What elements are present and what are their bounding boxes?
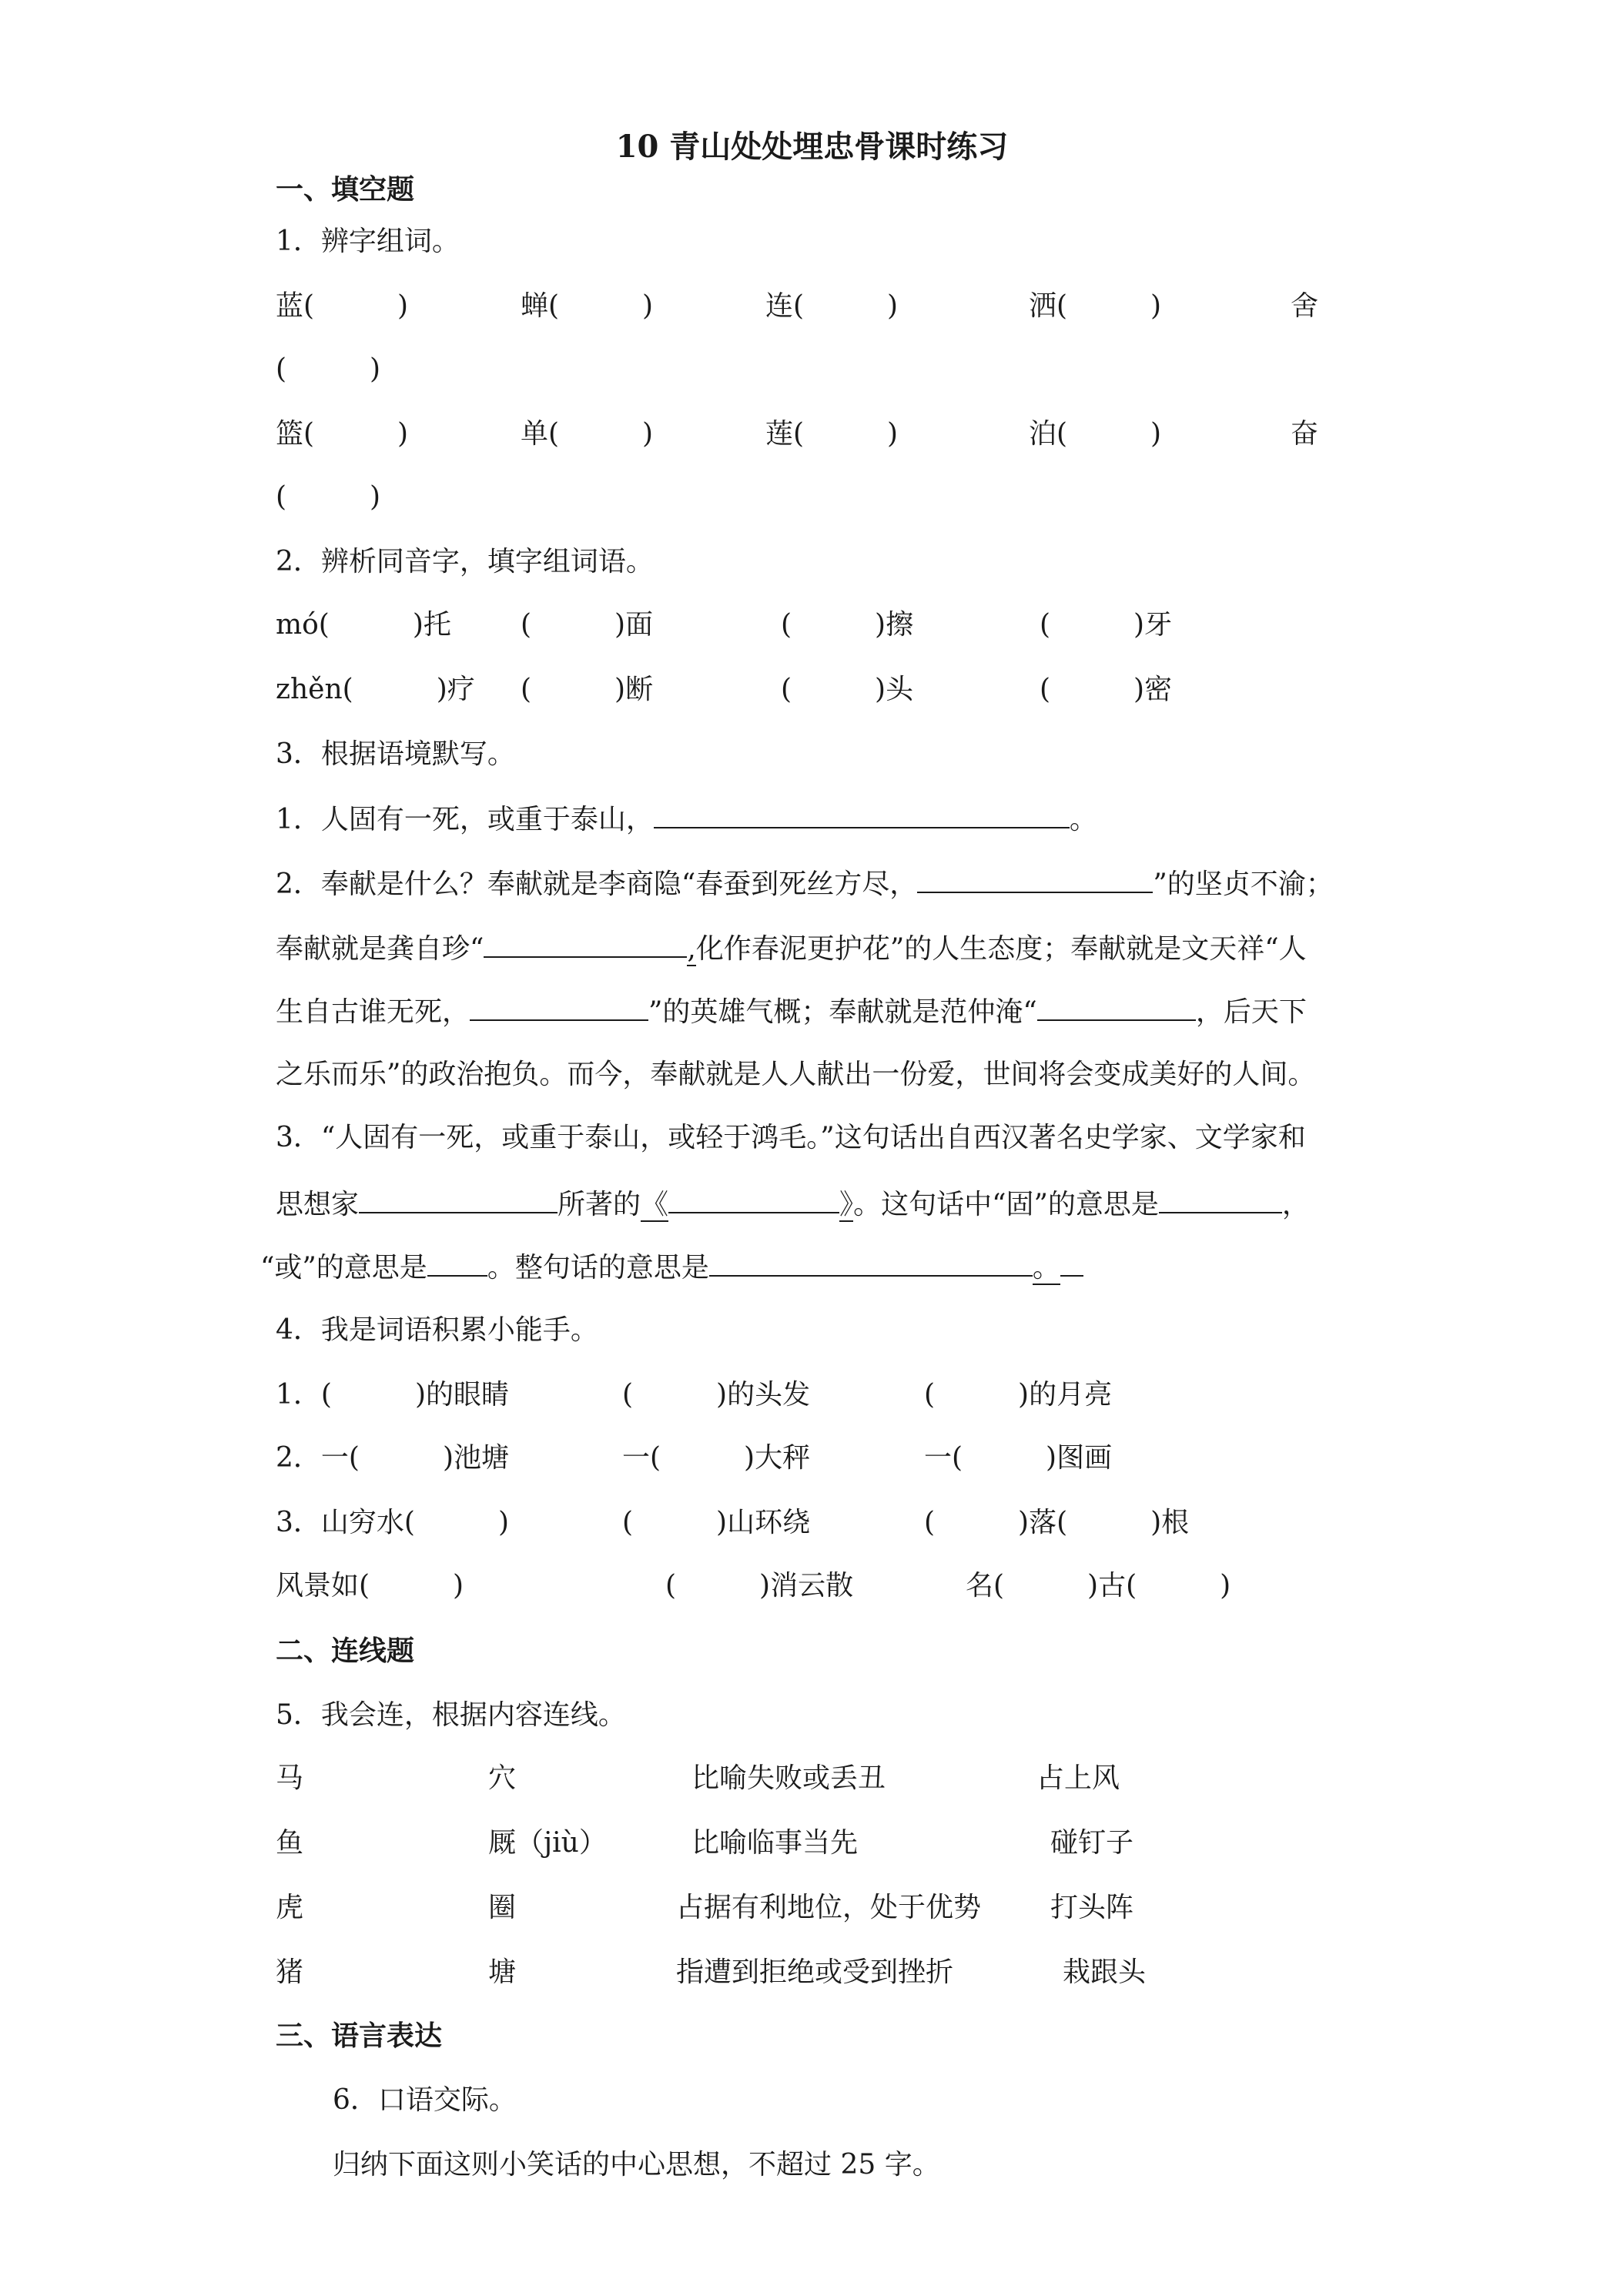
q1-heading: 1．辨字组词。 <box>276 226 460 257</box>
match-idiom: 打头阵 <box>1050 1892 1134 1923</box>
q4-item: 2．一( )池塘 <box>276 1442 509 1474</box>
match-animal: 虎 <box>276 1892 304 1923</box>
q2-item: ( )密 <box>1040 674 1173 705</box>
q5-heading: 5．我会连，根据内容连线。 <box>276 1699 626 1731</box>
q3-sentence-3-line-1: 3．“人固有一死，或重于泰山，或轻于鸿毛。”这句话出自西汉著名史学家、文学家和 <box>276 1122 1306 1153</box>
q1-item: 洒( ) <box>1029 290 1162 322</box>
q4-item: ( )消云散 <box>665 1570 854 1602</box>
q2-item: ( )面 <box>521 609 654 641</box>
match-place: 厩（jiù） <box>488 1827 607 1859</box>
q2-item: ( )断 <box>521 674 654 705</box>
q2-item: ( )牙 <box>1040 609 1173 641</box>
q3-sentence-1: 1．人固有一死，或重于泰山， 。 <box>276 801 1097 837</box>
match-meaning: 比喻临事当先 <box>691 1827 859 1859</box>
match-meaning: 指遭到拒绝或受到挫折 <box>676 1956 954 1988</box>
q2-item: ( )头 <box>781 674 914 705</box>
q3-sentence-2-line-4: 之乐而乐”的政治抱负。而今，奉献就是人人献出一份爱，世间将会变成美好的人间。 <box>276 1059 1316 1090</box>
q6-heading: 6．口语交际。 <box>333 2084 517 2116</box>
match-idiom: 栽跟头 <box>1063 1956 1147 1988</box>
q1-item: 舍 <box>1291 290 1319 322</box>
q1-item: 连( ) <box>765 290 899 322</box>
q2-item: ( )擦 <box>781 609 914 641</box>
q1-item: 奋 <box>1291 418 1319 450</box>
section-heading-matching: 二、连线题 <box>276 1635 415 1667</box>
q3-sentence-3-line-3: “或”的意思是 。整句话的意思是 。 <box>260 1249 1083 1285</box>
q4-item: 风景如( ) <box>276 1570 464 1602</box>
match-place: 塘 <box>488 1956 517 1988</box>
section-heading-fill-blank: 一、填空题 <box>276 173 415 206</box>
q4-item: 3．山穷水( ) <box>276 1507 509 1538</box>
q1-item: 蓝( ) <box>276 290 409 322</box>
q4-item: 名( )古( ) <box>966 1570 1231 1602</box>
q3-sentence-3-line-2: 思想家 所著的《 》。这句话中“固”的意思是 ， <box>276 1186 1310 1222</box>
match-animal: 马 <box>276 1762 304 1794</box>
q2-item: mó( )托 <box>276 609 451 641</box>
q3-sentence-2-line-2: 奉献就是龚自珍“ ,化作春泥更护花”的人生态度；奉献就是文天祥“人 <box>276 930 1307 966</box>
match-idiom: 占上风 <box>1036 1762 1120 1794</box>
q4-item: ( )的月亮 <box>924 1379 1113 1411</box>
q1-item: 莲( ) <box>765 418 899 450</box>
q4-item: 一( )图画 <box>924 1442 1113 1474</box>
q3-heading: 3．根据语境默写。 <box>276 738 515 770</box>
q4-heading: 4．我是词语积累小能手。 <box>276 1314 598 1346</box>
q4-item: 一( )大秤 <box>622 1442 811 1474</box>
q4-item: ( )山环绕 <box>622 1507 811 1538</box>
match-meaning: 比喻失败或丢丑 <box>691 1762 886 1794</box>
q6-instruction: 归纳下面这则小笑话的中心思想，不超过 25 字。 <box>333 2149 940 2181</box>
q1-item: 篮( ) <box>276 418 409 450</box>
section-heading-language-expression: 三、语言表达 <box>276 2020 443 2052</box>
q1-item: ( ) <box>276 481 381 513</box>
q1-item: ( ) <box>276 353 381 385</box>
match-place: 穴 <box>488 1762 517 1794</box>
match-meaning: 占据有利地位，处于优势 <box>676 1892 982 1923</box>
q3-sentence-2-line-1: 2．奉献是什么？奉献就是李商隐“春蚕到死丝方尽， ”的坚贞不渝； <box>276 865 1334 902</box>
q1-item: 单( ) <box>521 418 654 450</box>
page-title: 10 青山处处埋忠骨课时练习 <box>615 129 1009 165</box>
match-animal: 猪 <box>276 1956 304 1988</box>
q4-item: ( )落( )根 <box>924 1507 1190 1538</box>
q4-item: ( )的头发 <box>622 1379 811 1411</box>
q2-item: zhěn( )疗 <box>276 674 475 705</box>
q3-sentence-2-line-3: 生自古谁无死， ”的英雄气概；奉献就是范仲淹“ ，后天下 <box>276 993 1307 1029</box>
q4-item: 1．( )的眼睛 <box>276 1379 509 1411</box>
q1-item: 蝉( ) <box>521 290 654 322</box>
match-idiom: 碰钉子 <box>1050 1827 1134 1859</box>
match-animal: 鱼 <box>276 1827 304 1859</box>
match-place: 圈 <box>488 1892 517 1923</box>
q2-heading: 2．辨析同音字，填字组词语。 <box>276 546 654 577</box>
q1-item: 泊( ) <box>1029 418 1162 450</box>
